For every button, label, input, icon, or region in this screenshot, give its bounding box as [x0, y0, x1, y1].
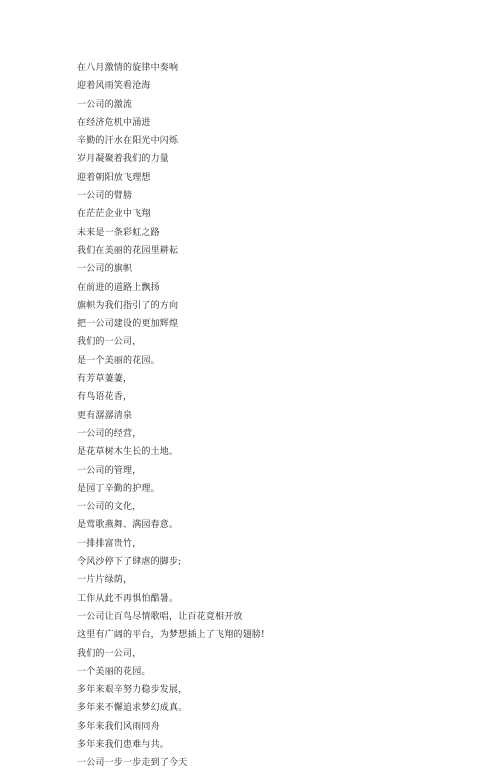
poem-line: 这里有广阔的平台，为梦想插上了飞翔的翅膀!	[77, 630, 265, 641]
poem-line: 在八月激情的旋律中奏响	[77, 63, 179, 73]
poem-line: 一公司的旗帜	[77, 264, 133, 275]
poem-line: 迎着朝阳放飞理想	[77, 172, 151, 183]
poem-line: 旗帜为我们指引了的方向	[77, 300, 179, 311]
poem-text-block	[77, 59, 477, 773]
poem-line: 我们的一公司，	[77, 648, 142, 659]
poem-line: 我们在美丽的花园里耕耘	[77, 245, 179, 256]
poem-line: 一公司一步一步走到了今天	[77, 758, 188, 769]
poem-line: 岁月凝聚着我们的力量	[77, 154, 170, 165]
poem-line: 更有潺潺清泉	[77, 410, 133, 421]
poem-line: 在茫茫企业中飞翔	[77, 209, 151, 220]
poem-line: 把一公司建设的更加辉煌	[77, 319, 179, 330]
poem-line: 一公司的激流	[77, 99, 133, 110]
poem-line: 我们的一公司，	[77, 337, 142, 348]
poem-line: 在前进的道路上飘扬	[77, 282, 160, 293]
poem-line: 迎着风雨笑看沧海	[77, 81, 151, 92]
poem-line: 一公司让百鸟尽情歌唱，让百花竟相开放	[77, 611, 243, 622]
poem-line: 一公司的经营，	[77, 428, 142, 439]
poem-line: 一排排富贵竹，	[77, 538, 142, 549]
poem-line: 是园丁辛勤的护理。	[77, 483, 160, 494]
poem-line: 是莺歌燕舞、满园春意。	[77, 520, 179, 531]
poem-line: 多年来艰辛努力稳步发展，	[77, 685, 188, 696]
poem-line: 一公司的管理，	[77, 465, 142, 476]
poem-line: 有芳草萋萋，	[77, 374, 133, 385]
poem-line: 多年来我们患难与共。	[77, 739, 170, 750]
poem-line: 是一个美丽的花园。	[77, 355, 160, 366]
poem-line: 在经济危机中涌进	[77, 117, 151, 128]
poem-line: 是花草树木生长的土地。	[77, 447, 179, 458]
poem-line: 有鸟语花香，	[77, 392, 133, 403]
poem-line: 多年来不懈追求梦幻成真。	[77, 703, 188, 714]
poem-line: 工作从此不再惧怕酷暑。	[77, 593, 179, 604]
poem-line: 未来是一条彩虹之路	[77, 227, 160, 238]
poem-line: 多年来我们风雨同舟	[77, 721, 160, 732]
poem-line: 一片片绿荫，	[77, 575, 133, 586]
poem-line: 一公司的文化，	[77, 502, 142, 513]
poem-line: 辛勤的汗水在阳光中闪烁	[77, 136, 179, 147]
poem-line: 一公司的臂膀	[77, 191, 133, 202]
poem-line: 一个美丽的花园。	[77, 666, 151, 677]
poem-line: 令风沙停下了肆虐的脚步;	[77, 557, 182, 568]
